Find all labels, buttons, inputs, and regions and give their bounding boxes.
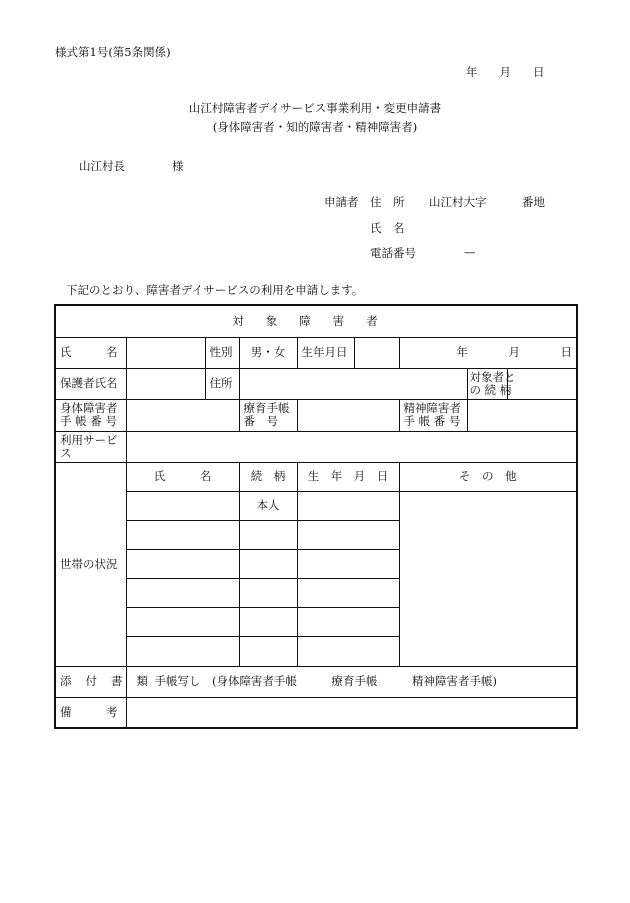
birth-label: 生年月日 [297, 337, 354, 368]
remarks-input[interactable] [126, 697, 577, 728]
intro-text: 下記のとおり、障害者デイサービスの利用を申請します。 [66, 283, 364, 297]
birth-spacer[interactable] [354, 337, 399, 368]
household-relation-3[interactable] [239, 549, 297, 578]
ryoiku-handbook-input[interactable] [297, 399, 399, 431]
household-name-5[interactable] [126, 607, 239, 636]
household-relation-6[interactable] [239, 636, 297, 666]
addressee-name: 山江村長 [79, 159, 125, 173]
phone-label: 電話番号 [370, 246, 416, 260]
address-input[interactable] [239, 368, 467, 399]
household-name-1[interactable] [126, 491, 239, 520]
col-other-header: そ の 他 [399, 462, 577, 491]
attachments-value: 手帳写し (身体障害者手帳 療育手帳 精神障害者手帳) [126, 666, 577, 697]
sex-label: 性別 [205, 337, 239, 368]
household-relation-2[interactable] [239, 520, 297, 549]
mental-handbook-input[interactable] [467, 399, 577, 431]
target-header: 対象障害者 [55, 305, 577, 337]
physical-handbook-label: 身体障害者 手 帳 番 号 [55, 399, 126, 431]
phone-dash: — [464, 245, 476, 259]
sex-value[interactable]: 男・女 [239, 337, 297, 368]
household-label: 世帯の状況 [55, 462, 126, 666]
household-birth-1[interactable] [297, 491, 399, 520]
household-birth-4[interactable] [297, 578, 399, 607]
date-day: 日 [533, 65, 545, 79]
application-table [54, 304, 578, 729]
service-input[interactable] [126, 431, 577, 462]
col-relation-header: 続 柄 [239, 462, 297, 491]
attachments-label: 添付書類 [55, 666, 126, 697]
page-title: 山江村障害者デイサービス事業利用・変更申請書 [188, 101, 442, 115]
date-year: 年 [466, 65, 478, 79]
relation-label: 対象者と の 続 柄 [467, 368, 507, 399]
name-label: 氏 名 [370, 221, 405, 235]
address-cell-label: 住所 [205, 368, 239, 399]
address-suffix: 番地 [522, 195, 545, 209]
addressee-honorific: 様 [172, 159, 184, 173]
birth-date-cell[interactable]: 年 月 日 [399, 337, 577, 368]
name-input-cell[interactable] [126, 337, 205, 368]
col-birth-header: 生 年 月 日 [297, 462, 399, 491]
applicant-label: 申請者 [324, 195, 359, 209]
household-relation-4[interactable] [239, 578, 297, 607]
household-name-2[interactable] [126, 520, 239, 549]
mental-handbook-label: 精神障害者 手 帳 番 号 [399, 399, 467, 431]
address-value: 山江村大字 [429, 195, 487, 209]
remarks-label: 備 考 [55, 697, 126, 728]
household-birth-3[interactable] [297, 549, 399, 578]
household-birth-2[interactable] [297, 520, 399, 549]
col-name-header: 氏 名 [126, 462, 239, 491]
household-birth-6[interactable] [297, 636, 399, 666]
household-birth-5[interactable] [297, 607, 399, 636]
household-name-6[interactable] [126, 636, 239, 666]
address-label: 住 所 [370, 195, 405, 209]
relation-input[interactable] [507, 368, 577, 399]
household-name-3[interactable] [126, 549, 239, 578]
page-subtitle: (身体障害者・知的障害者・精神障害者) [212, 120, 418, 134]
guardian-input[interactable] [126, 368, 205, 399]
service-label: 利用サービ ス [55, 431, 126, 462]
household-relation-5[interactable] [239, 607, 297, 636]
household-other[interactable] [399, 491, 577, 666]
household-relation-self: 本人 [239, 491, 297, 520]
physical-handbook-input[interactable] [126, 399, 239, 431]
ryoiku-handbook-label: 療育手帳 番 号 [239, 399, 297, 431]
form-number: 様式第1号(第5条関係) [55, 45, 171, 59]
date-month: 月 [499, 65, 511, 79]
guardian-label: 保護者氏名 [55, 368, 126, 399]
date-header [466, 64, 545, 80]
household-name-4[interactable] [126, 578, 239, 607]
name-label-cell: 氏 名 [55, 337, 126, 368]
